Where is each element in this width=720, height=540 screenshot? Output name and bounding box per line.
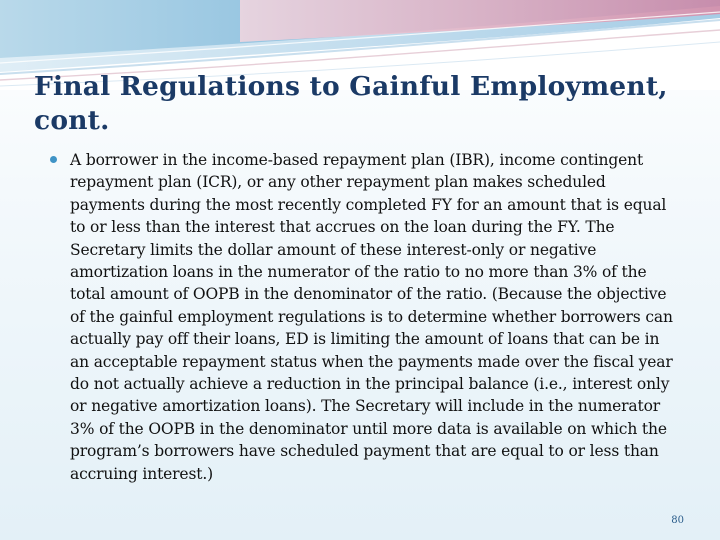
slide-title: Final Regulations to Gainful Employment, cont. xyxy=(34,71,668,136)
page-number: 80 xyxy=(671,515,684,526)
bullet-item xyxy=(70,149,680,485)
bullet-icon xyxy=(50,156,57,163)
slide-body xyxy=(70,149,680,485)
bullet-text: A borrower in the income-based repayment plan (IBR), income contingent repayment plan (ICR), or any other repayment plan makes scheduled payments during the most recently completed FY for an amount that is equal to or less than the interest that accrues on the loan during the FY. The Secretary limits the dollar amount of these interest-only or negative amortization loans in the numerator of the ratio to no more than 3% of the total amount of OOPB in the denominator of the ratio. (Because the objective of the gainful employment regulations is to determine whether borrowers can actually pay off their loans, ED is limiting the amount of loans that can be in an acceptable repayment status when the payments made over the fiscal year do not actually achieve a reduction in the principal balance (i.e., interest only or negative amortization loans). The Secretary will include in the numerator 3% of the OOPB in the denominator until more data is available on which the program’s borrowers have scheduled payment that are equal to or less than accruing interest.) xyxy=(70,151,673,483)
